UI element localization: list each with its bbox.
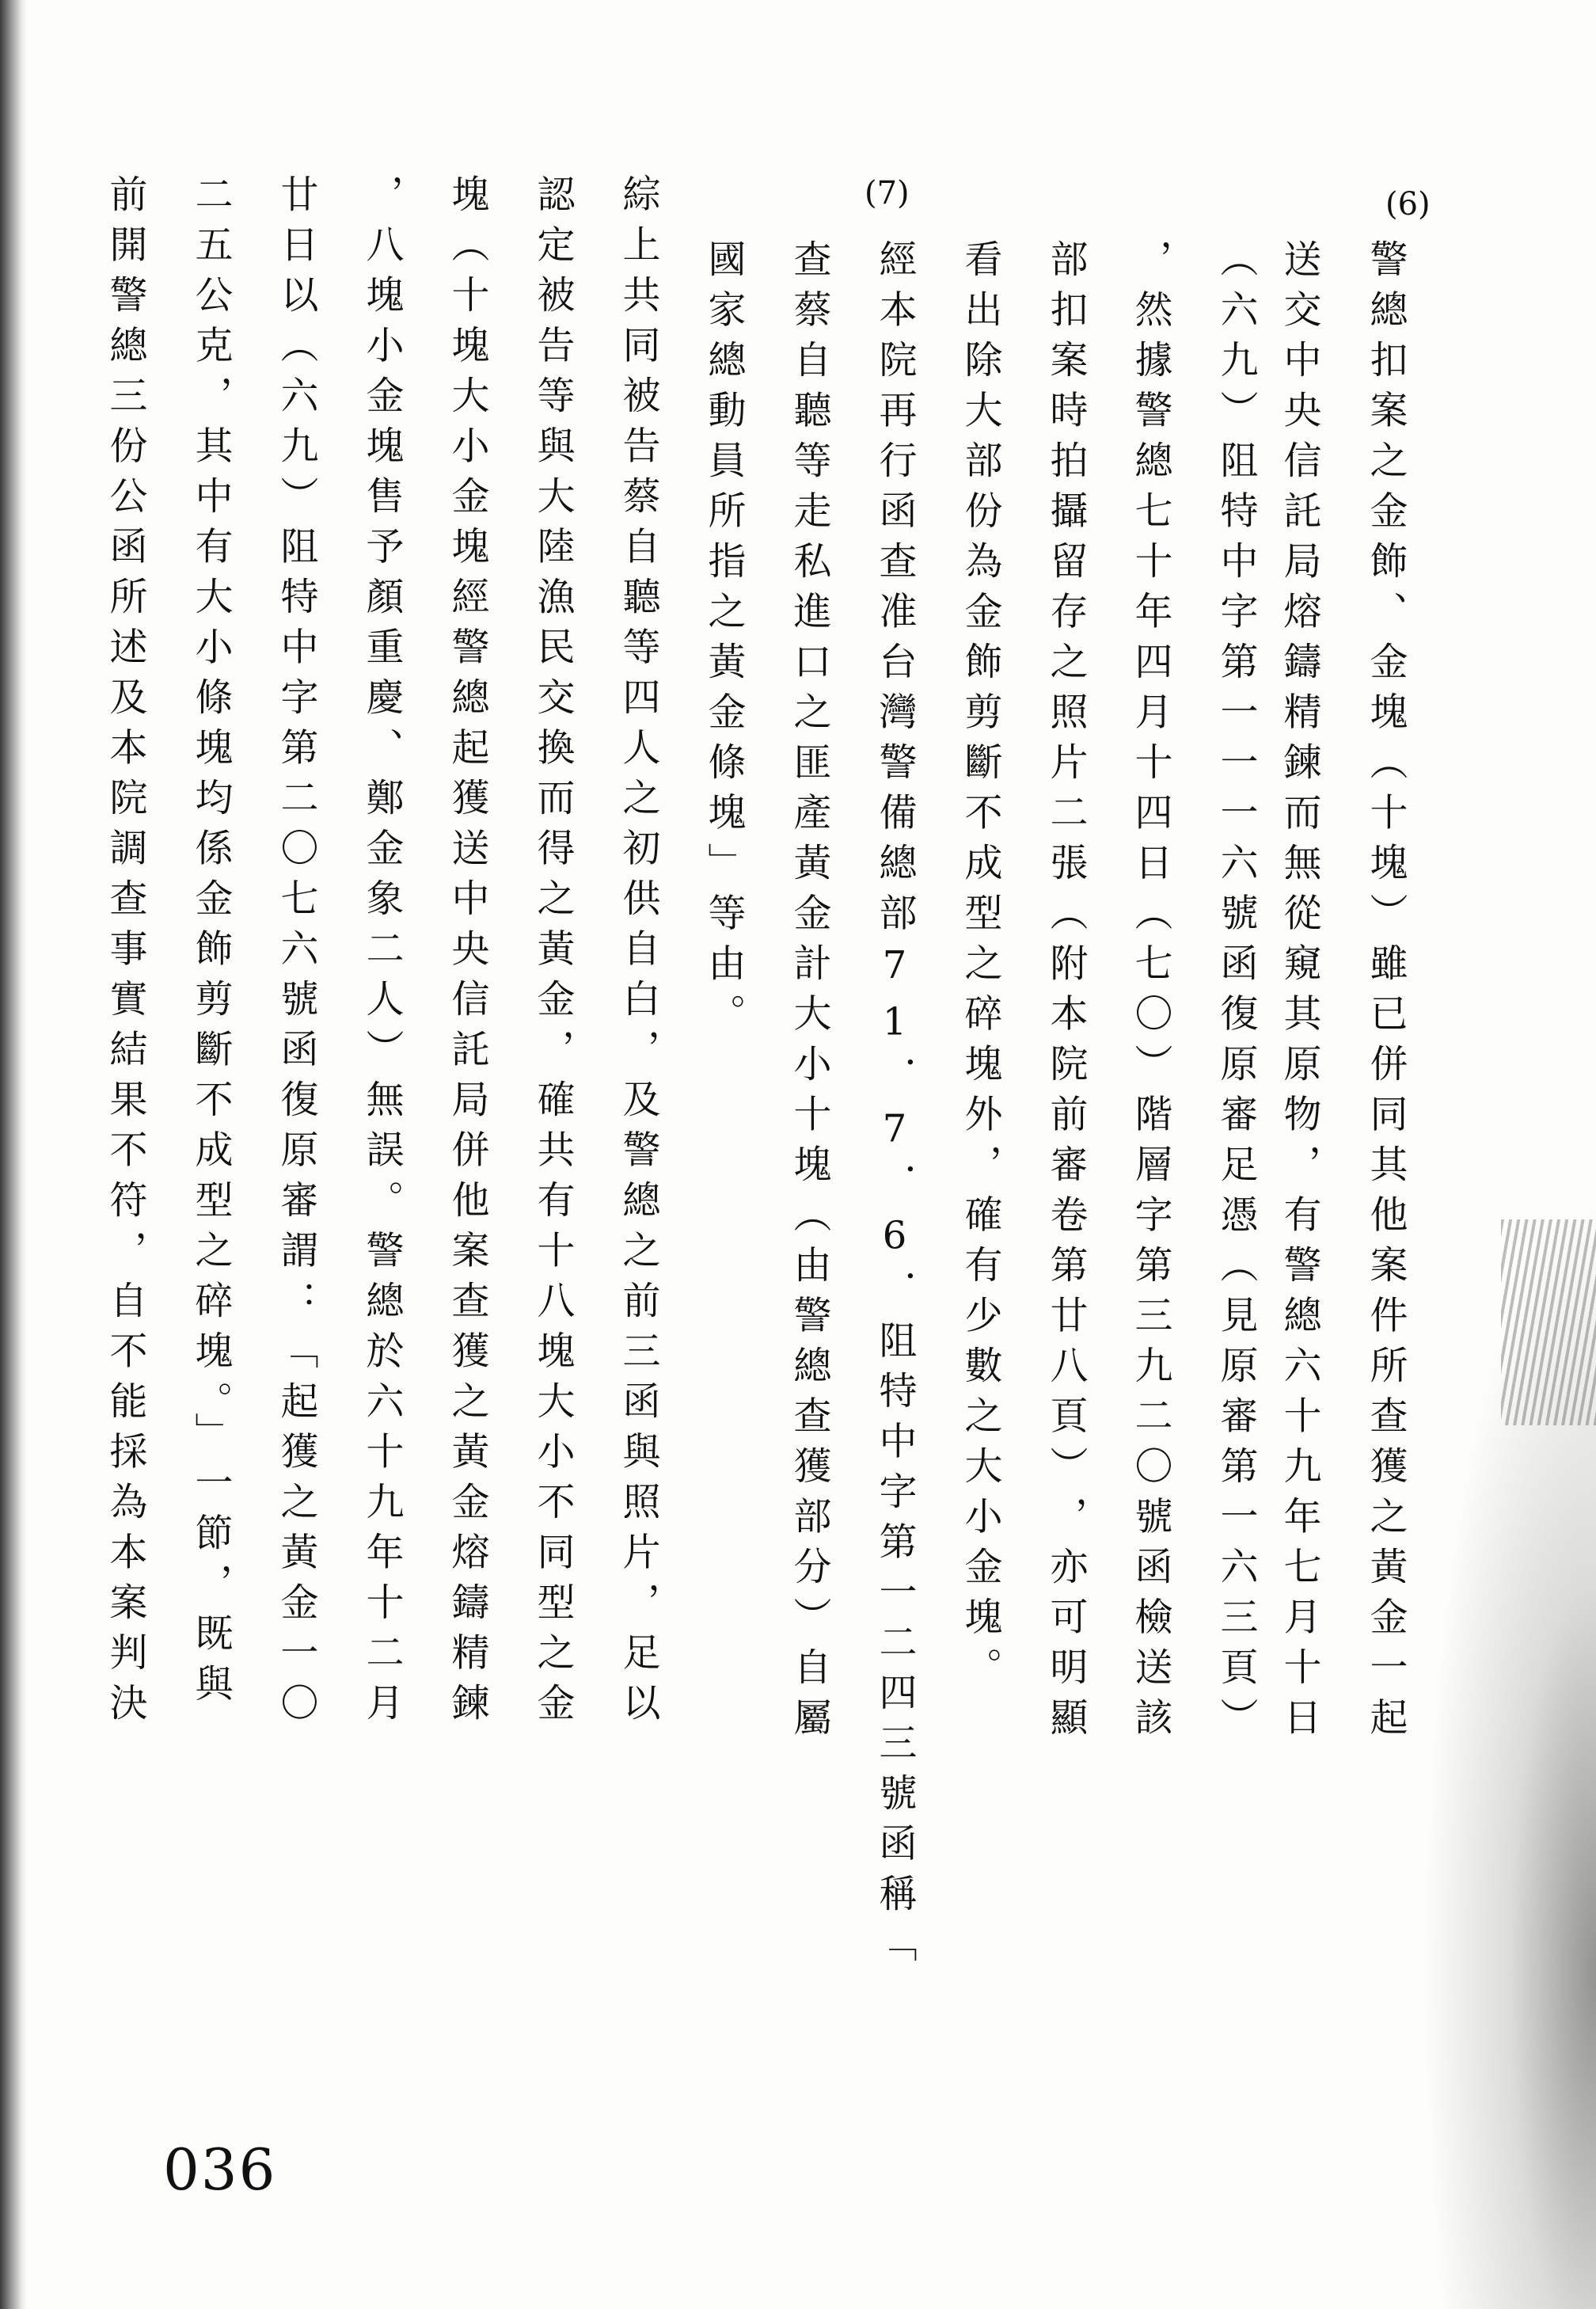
text-column-9: 國家總動員所指之黃金條塊」等由。 — [701, 239, 746, 1044]
binding-edge-shadow — [0, 0, 27, 2309]
text-column-15: 二五公克，其中有大小條塊均係金飾剪斷不成型之碎塊。」一節，既與 — [188, 174, 233, 1714]
text-column-11: 認定被告等與大陸漁民交換而得之黃金，確共有十八塊大小不同型之金 — [530, 174, 575, 1733]
text-column-2: 送交中央信託局熔鑄精鍊而無從窺其原物，有警總六十九年七月十日 — [1277, 239, 1321, 1748]
text-column-7: 經本院再行函查准台灣警備總部71．7．6．阻特中字第一二四三號函稱「 — [872, 239, 917, 1974]
thumb-mark — [1501, 1219, 1596, 1425]
text-column-5: 部扣案時拍攝留存之照片二張︵附本院前審卷第廿八頁︶，亦可明顯 — [1043, 239, 1088, 1748]
text-column-12: 塊︵十塊大小金塊經警總起獲送中央信託局併他案查獲之黃金熔鑄精鍊 — [445, 174, 489, 1733]
text-column-6: 看出除大部份為金飾剪斷不成型之碎塊外，確有少數之大小金塊。 — [958, 239, 1002, 1698]
text-column-8: 查蔡自聽等走私進口之匪產黃金計大小十塊︵由警總查獲部分︶自屬 — [787, 239, 831, 1748]
section-marker-6: (6) — [1385, 186, 1431, 223]
text-column-1: 警總扣案之金飾、金塊︵十塊︶雖已併同其他案件所查獲之黃金一起 — [1363, 239, 1408, 1748]
text-column-4: ，然據警總七十年四月十四日︵七〇︶階層字第三九二〇號函檢送該 — [1128, 239, 1172, 1748]
text-column-13: ，八塊小金塊售予顏重慶、鄭金象二人︶無誤。警總於六十九年十二月 — [359, 174, 404, 1733]
text-column-3: ︵六九︶阻特中字第一一一六號函復原審足憑︵見原審第一六三頁︶ — [1214, 239, 1258, 1748]
text-column-14: 廿日以︵六九︶阻特中字第二〇七六號函復原審謂：「起獲之黃金一〇 — [274, 174, 318, 1733]
page-number: 036 — [163, 2136, 277, 2203]
section-marker-7: (7) — [864, 175, 910, 211]
text-column-10: 綜上共同被告蔡自聽等四人之初供自白，及警總之前三函與照片，足以 — [616, 174, 660, 1733]
text-column-16: 前開警總三份公函所述及本院調查事實結果不符，自不能採為本案判決 — [103, 174, 147, 1733]
